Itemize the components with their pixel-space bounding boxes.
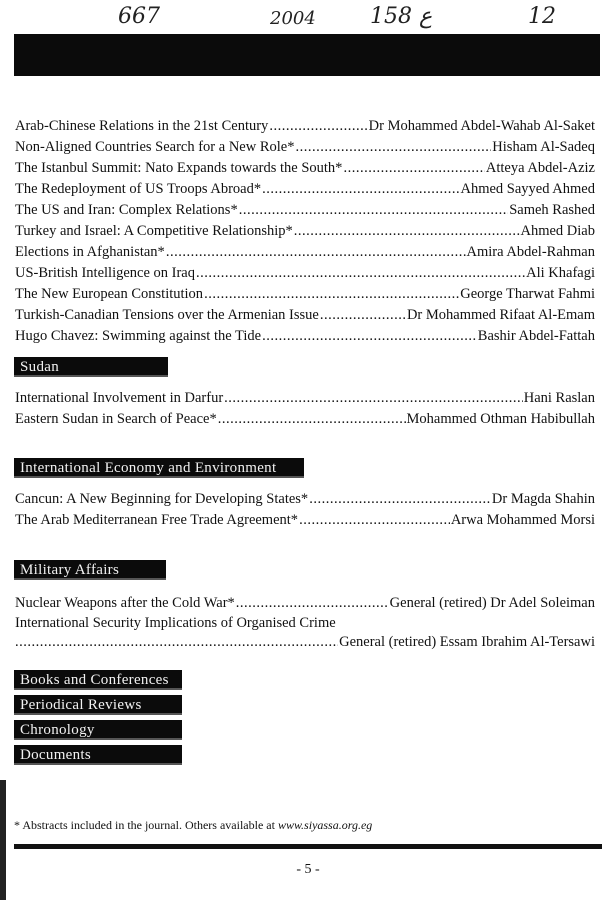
toc-entry-title-line [15,614,595,633]
toc-entry [15,306,595,325]
entry-author: General (retired) Essam Ibrahim Al-Tersawi [339,634,595,650]
entry-author: Amira Abdel-Rahman [466,244,595,260]
leader-dots [236,594,389,613]
toc-entry [15,490,595,509]
entry-title: Turkey and Israel: A Competitive Relationship* [15,223,293,239]
section-heading-military: Military Affairs [14,560,166,580]
header-bar [14,34,600,76]
entry-author: Dr Mohammed Abdel-Wahab Al-Saket [368,118,595,134]
section-heading-economy: International Economy and Environment [14,458,304,478]
footnote-url[interactable]: www.siyassa.org.eg [277,818,373,832]
leader-dots [239,201,509,220]
handwritten-note-1: 667 [118,4,160,29]
toc-entry [15,285,595,304]
toc-entry [15,159,595,178]
entry-author: Ali Khafagi [526,265,595,281]
entry-author: Mohammed Othman Habibullah [406,411,595,427]
footnote [14,818,372,833]
entry-title: Non-Aligned Countries Search for a New Role* [15,139,295,155]
toc-entry [15,222,595,241]
toc-entry [15,243,595,262]
leader-dots [320,306,406,325]
footnote-text: * Abstracts included in the journal. Others available at [14,818,278,832]
entry-author: George Tharwat Fahmi [460,286,595,302]
toc-entry [15,180,595,199]
entry-author: Atteya Abdel-Aziz [485,160,595,176]
toc-entry [15,138,595,157]
page-number: - 5 - [296,862,320,877]
leader-dots [204,285,459,304]
entry-author: General (retired) Dr Adel Soleiman [389,595,595,611]
toc-entry [15,594,595,613]
leader-dots [262,327,477,346]
entry-title: Hugo Chavez: Swimming against the Tide [15,328,262,344]
entry-title: Eastern Sudan in Search of Peace* [15,411,217,427]
toc-entry-author-line [15,633,595,652]
entry-title: Cancun: A New Beginning for Developing States* [15,491,309,507]
toc-entry [15,511,595,530]
entry-title: International Involvement in Darfur [15,390,224,406]
entry-title: The Istanbul Summit: Nato Expands towards the South* [15,160,343,176]
entry-title: The Redeployment of US Troops Abroad* [15,181,262,197]
leader-dots [224,389,523,408]
section-heading-chronology: Chronology [14,720,182,740]
entry-author: Hisham Al-Sadeq [492,139,595,155]
entry-author: Ahmed Sayyed Ahmed [460,181,595,197]
entry-author: Ahmed Diab [520,223,595,239]
entry-author: Dr Magda Shahin [491,491,595,507]
entry-title: The New European Constitution [15,286,204,302]
leader-dots [196,264,525,283]
entry-author: Bashir Abdel-Fattah [477,328,595,344]
entry-title: The US and Iran: Complex Relations* [15,202,238,218]
leader-dots [309,490,491,509]
section-heading-periodicals: Periodical Reviews [14,695,182,715]
entry-title: Nuclear Weapons after the Cold War* [15,595,235,611]
toc-entry [15,410,595,429]
entry-author: Sameh Rashed [509,202,595,218]
leader-dots [166,243,466,262]
entry-title: US-British Intelligence on Iraq [15,265,195,281]
section-heading-books: Books and Conferences [14,670,182,690]
entry-title: Arab-Chinese Relations in the 21st Century [15,118,269,134]
leader-dots [299,511,450,530]
toc-entry [15,264,595,283]
entry-title: Turkish-Canadian Tensions over the Armenian Issue [15,307,319,323]
entry-title: International Security Implications of Organised Crime [15,615,336,631]
entry-author: Hani Raslan [523,390,595,406]
handwritten-note-4: 12 [528,4,556,29]
toc-entry [15,117,595,136]
entry-title: The Arab Mediterranean Free Trade Agreement* [15,512,299,528]
entry-title: Elections in Afghanistan* [15,244,165,260]
toc-entry [15,201,595,220]
handwritten-note-2: 2004 [270,8,316,29]
leader-dots [294,222,520,241]
handwritten-note-3: ع 158 [370,4,433,29]
toc-entry [15,389,595,408]
scan-edge [0,780,6,900]
leader-dots [343,159,484,178]
section-heading-sudan: Sudan [14,357,168,377]
leader-dots [262,180,459,199]
bottom-rule [14,844,602,849]
leader-dots [15,633,338,652]
section-heading-documents: Documents [14,745,182,765]
entry-author: Dr Mohammed Rifaat Al-Emam [406,307,595,323]
leader-dots [295,138,491,157]
entry-author: Arwa Mohammed Morsi [450,512,595,528]
leader-dots [218,410,406,429]
leader-dots [269,117,367,136]
toc-entry [15,327,595,346]
